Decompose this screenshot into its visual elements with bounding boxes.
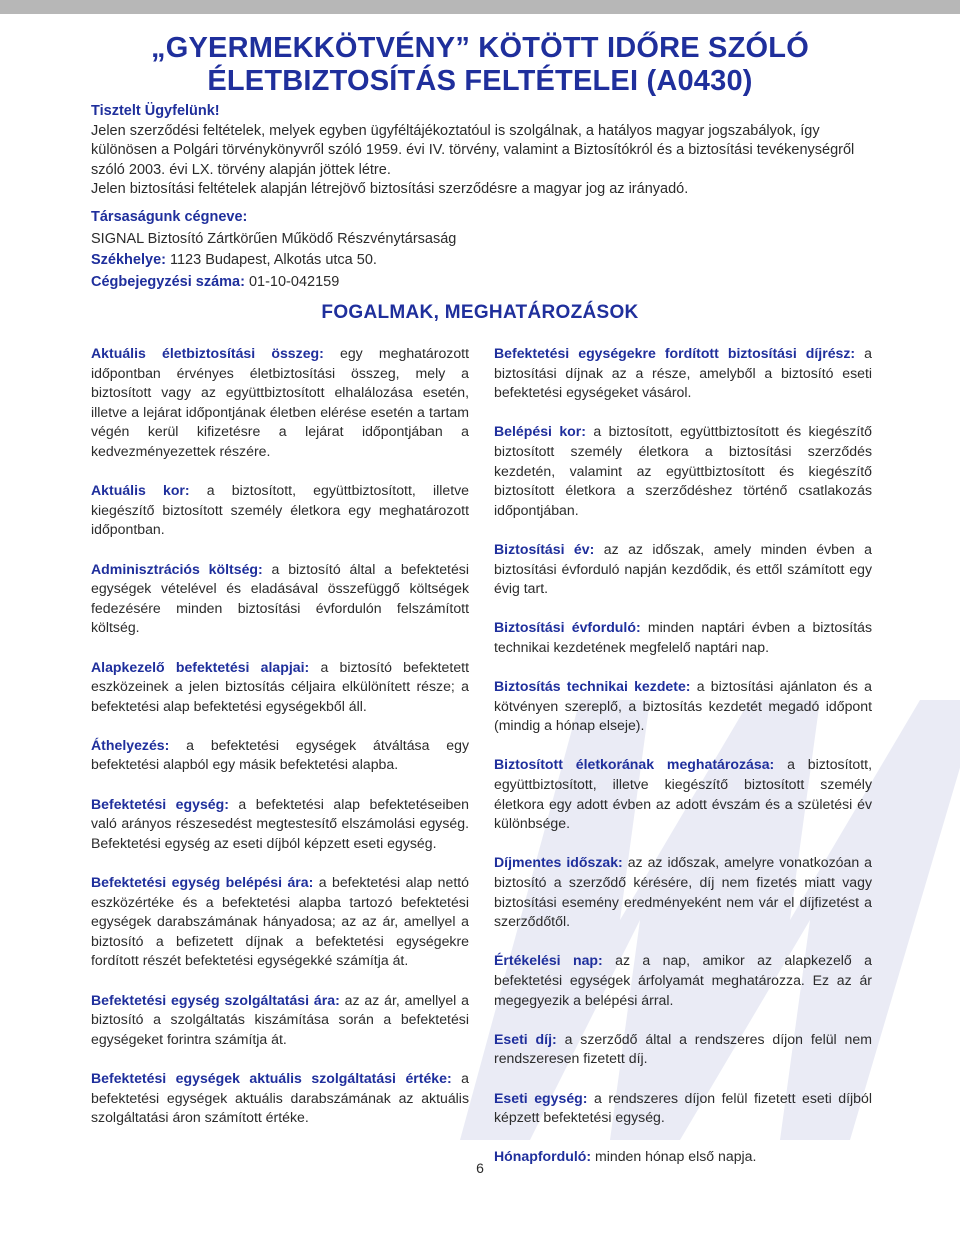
definition-text: minden naptári évben a biztosítás technikai kezdetének megfelelő naptári nap.	[494, 619, 872, 655]
definition-term: Biztosítási évforduló:	[494, 619, 641, 636]
definition-text: az a nap, amikor az alapkezelő a befektetési egységek árfolyamát meghatározza. Ez az ár megegyezik a belépési árral.	[494, 952, 872, 1008]
definition-term: Biztosított életkorának meghatározása:	[494, 756, 775, 773]
definition-text: a biztosító befektetett eszközeinek a jelen biztosítás céljaira elkülönített része; a befektetési alap befektetési egységekből áll.	[91, 658, 469, 714]
intro-section	[91, 102, 871, 200]
section-heading: FOGALMAK, MEGHATÁROZÁSOK	[321, 302, 639, 323]
definition-item	[494, 344, 872, 403]
definition-text: a biztosító által a befektetési egységek vételével és eladásával összefüggő költségek fedezésére minden biztosítási évfordulón felszámított költség.	[91, 560, 469, 636]
document-title	[0, 32, 960, 98]
definition-item	[494, 618, 872, 657]
definition-item	[494, 422, 872, 520]
definition-term: Áthelyezés:	[91, 736, 170, 753]
definition-term: Adminisztrációs költség:	[91, 560, 263, 577]
definition-term: Értékelési nap:	[494, 952, 603, 969]
page-number: 6	[476, 1160, 484, 1176]
definition-item	[91, 795, 469, 854]
definition-item	[91, 1069, 469, 1128]
definition-text: a befektetési alap befektetéseiben való arányos részesedést megtestesítő elszámolási egység. Befektetési egység az eseti díjból képzett eseti egység.	[91, 795, 470, 851]
company-info	[91, 207, 871, 293]
definition-item	[91, 736, 469, 775]
definition-text: a szerződő által a rendszeres díjon felül nem rendszeresen fizetett díj.	[494, 1030, 872, 1067]
definitions-right-column	[494, 344, 872, 1187]
definition-term: Befektetési egységekre fordított biztosítási díjrész:	[494, 345, 856, 361]
definition-text: a befektetési egységek átváltása egy befektetési alapból egy másik befektetési alapba.	[91, 736, 469, 773]
definition-text: a biztosított, együttbiztosított és kiegészítő biztosított személy életkora a biztosítási szerződés kezdetén, valamint az együttbiztosított és kiegészítő biztosított életkora a szerződéshez történő csatlakozás időpontjában.	[494, 423, 872, 518]
greeting: Tisztelt Ügyfelünk!	[91, 103, 220, 119]
definition-text: minden hónap első napja.	[591, 1148, 757, 1165]
intro-paragraph-2: Jelen biztosítási feltételek alapján létrejövő biztosítási szerződésre a magyar jog az irányadó.	[91, 181, 689, 197]
intro-paragraph-1: Jelen szerződési feltételek, melyek egyben ügyféltájékoztatóul is szolgálnak, a hatályos magyar jogszabályok, így különösen a Polgári törvénykönyvről szóló 1959. évi IV. törvény, valamint a Biztosítókról és a biztosítási tevékenységről szóló 2003. évi LX. törvény alapján jöttek létre.	[91, 122, 855, 178]
definition-text: az az időszak, amelyre vonatkozóan a biztosító a szerződő kérésére, díj nem fizetés miatt vagy biztosítási esemény eredményeként nem vár el díjfizetést a szerződőtől.	[494, 854, 872, 930]
company-seat-value: 1123 Budapest, Alkotás utca 50.	[165, 252, 377, 268]
definition-term: Alapkezelő befektetési alapjai:	[91, 658, 310, 675]
company-name-value: SIGNAL Biztosító Zártkörűen Működő Részvénytársaság	[91, 230, 457, 247]
definition-text: a befektetési egységek aktuális darabszámának az aktuális szolgáltatási áron számított értéke.	[91, 1069, 469, 1126]
definition-item	[91, 344, 469, 462]
definition-item	[91, 658, 469, 717]
company-registration-value: 01-10-042159	[244, 273, 340, 290]
definition-term: Befektetési egység:	[91, 795, 229, 812]
definition-item	[91, 873, 469, 971]
definition-item	[494, 755, 872, 833]
company-registration-label: Cégbejegyzési száma:	[91, 273, 245, 290]
title-line-2: ÉLETBIZTOSÍTÁS FELTÉTELEI (A0430)	[207, 65, 753, 97]
definition-term: Biztosítási év:	[494, 540, 595, 557]
definition-term: Aktuális kor:	[91, 482, 190, 499]
definition-item	[91, 481, 469, 540]
definition-item	[494, 853, 872, 931]
definition-item	[91, 991, 469, 1050]
definition-item	[494, 677, 872, 736]
definition-item	[91, 560, 469, 638]
definition-term: Befektetési egység belépési ára:	[91, 874, 314, 891]
definition-text: a biztosított, együttbiztosított, illetve kiegészítő biztosított személy életkora egy adott évben az adott évszám és a születési év különbsége.	[494, 756, 872, 832]
definition-text: a biztosított, együttbiztosított, illetve kiegészítő biztosított személy életkora egy meghatározott időpontban.	[91, 482, 469, 538]
definition-item	[494, 1030, 872, 1069]
definition-term: Biztosítás technikai kezdete:	[494, 678, 691, 695]
top-bar	[0, 0, 960, 14]
definition-item	[494, 540, 872, 599]
definition-term: Aktuális életbiztosítási összeg:	[91, 345, 324, 361]
definition-text: a rendszeres díjon felül fizetett eseti díjból képzett befektetési egység.	[494, 1089, 872, 1126]
definition-term: Befektetési egységek aktuális szolgáltatási értéke:	[91, 1069, 452, 1086]
definition-term: Díjmentes időszak:	[494, 854, 623, 871]
definition-text: a biztosítási díjnak az a része, amelyből a biztosító eseti befektetési egységeket vásárol.	[494, 345, 872, 401]
definition-item	[494, 951, 872, 1010]
definition-text: az az időszak, amely minden évben a biztosítási évforduló napján kezdődik, és ettől számított egy évig tart.	[494, 540, 872, 597]
title-line-1: „GYERMEKKÖTVÉNY” KÖTÖTT IDŐRE SZÓLÓ	[151, 32, 809, 64]
company-name-label: Társaságunk cégneve:	[91, 209, 248, 225]
definition-text: a biztosítási ajánlaton és a kötvényen szereplő, a biztosítás kezdetét megadó időpont (mindig a hónap elseje).	[494, 678, 873, 734]
definition-term: Eseti egység:	[494, 1089, 588, 1106]
definition-term: Belépési kor:	[494, 423, 586, 440]
definition-term: Eseti díj:	[494, 1030, 557, 1047]
definition-term: Hónapforduló:	[494, 1148, 592, 1165]
definition-item	[494, 1089, 872, 1128]
definition-text: egy meghatározott időpontban érvényes életbiztosítási összeg, mely a biztosított vagy az együttbiztosított elhalálozása esetén, illetve a lejárat időpontjának életben elérése esetén a tartam végén kerül kifizetésre a lejárat időpontjában a kedvezményezettek részére.	[91, 345, 469, 459]
definition-term: Befektetési egység szolgáltatási ára:	[91, 991, 340, 1008]
company-seat-label: Székhelye:	[91, 252, 166, 268]
definitions-left-column	[91, 344, 469, 1147]
definition-text: az az ár, amellyel a biztosító a szolgáltatás kiszámítása során a befektetési egységeket forintra számítja át.	[91, 991, 470, 1047]
definition-text: a befektetési alap nettó eszközértéke és a befektetési alapba tartozó befektetési egységek darabszámának hányadosa; az az ár, amellyel a biztosító a befizetett díjnak a befektetési egységekre fordított részét befektetési egységekké számítja át.	[91, 874, 469, 969]
